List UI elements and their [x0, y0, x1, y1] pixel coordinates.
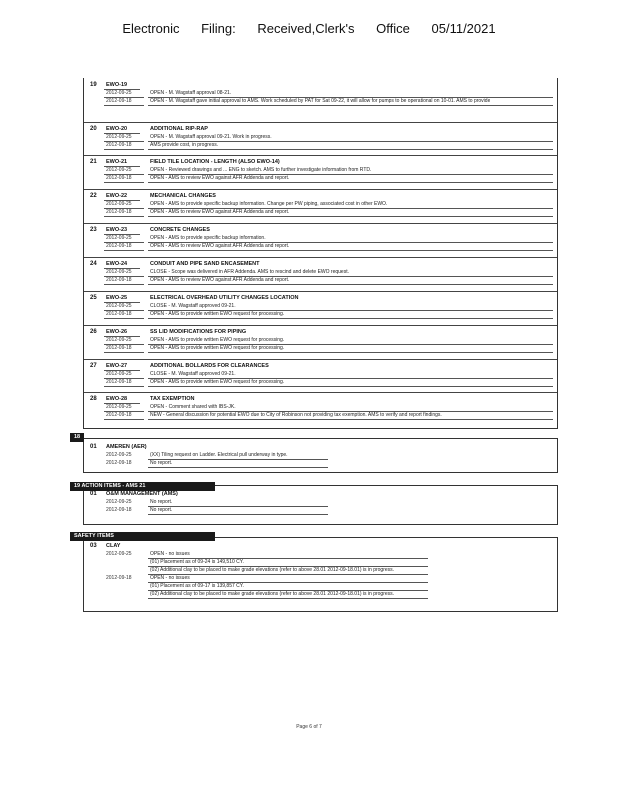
ewo-note: OPEN - M. Wagstaff gave initial approval to AMS. Work scheduled by PAT for Sat 09-22, it will allow for pumps to be operational on 10-01. AMS to provide [150, 98, 491, 104]
ewo-title: SS LID MODIFICATIONS FOR PIPING [150, 329, 247, 335]
section-note: OPEN - no issues [150, 551, 190, 557]
ewo-date: 2012-09-25 [106, 269, 132, 275]
ewo-number: 19 [90, 82, 97, 88]
ewo-date: 2012-09-25 [106, 134, 132, 140]
ewo-date: 2012-09-25 [106, 167, 132, 173]
ewo-date: 2012-09-18 [106, 412, 132, 418]
ewo-code: EWO-19 [106, 82, 128, 88]
ewo-note: OPEN - M. Wagstaff approval 09-21. Work in progress. [150, 134, 272, 140]
ewo-date: 2012-09-18 [106, 209, 132, 215]
ewo-note: OPEN - Reviewed drawings and ... ENG to sketch. AMS to further investigate information from RTD. [150, 167, 372, 173]
row-separator [84, 325, 557, 326]
ewo-title: ELECTRICAL OVERHEAD UTILITY CHANGES LOCATION [150, 295, 299, 301]
ewo-code: EWO-27 [106, 363, 128, 369]
section-note: No report. [150, 460, 173, 466]
ewo-row [84, 293, 557, 325]
section-number: 03 [90, 543, 97, 549]
date-underline [104, 284, 144, 285]
ewo-note: OPEN - AMS to review EWO against AFR Addenda and report. [150, 209, 290, 215]
ewo-date: 2012-09-25 [106, 303, 132, 309]
date-underline [104, 105, 144, 106]
note-underline [148, 318, 553, 319]
ewo-title: ADDITIONAL RIP-RAP [150, 126, 208, 132]
stamp-text: Received,Clerk's [257, 21, 355, 36]
row-separator [84, 155, 557, 156]
ewo-note: CLOSE - Scope was delivered in AFR Addenda. AMS to rescind and delete EWO request. [150, 269, 349, 275]
ewo-note: OPEN - Comment shared with IBS-JK. [150, 404, 236, 410]
section-note: (02) Additional clay to be placed to make grade elevations (refer to above 28.01 2012-09-18.01) is in progress. [150, 567, 395, 573]
row-separator [84, 257, 557, 258]
ewo-date: 2012-09-18 [106, 98, 132, 104]
ewo-title: FIELD TILE LOCATION - LENGTH (ALSO EWO-14) [150, 159, 280, 165]
row-separator [84, 122, 557, 123]
note-underline [148, 598, 428, 599]
ewo-title: ADDITIONAL BOLLARDS FOR CLEARANCES [150, 363, 269, 369]
note-underline [148, 506, 328, 507]
ewo-number: 27 [90, 363, 97, 369]
ewo-note: OPEN - AMS to provide written EWO request for processing. [150, 311, 285, 317]
section-header-band: 18 [70, 433, 84, 442]
section-title: O&M MANAGEMENT (AMS) [106, 491, 178, 497]
date-underline [104, 182, 144, 183]
section-title: CLAY [106, 543, 121, 549]
date-underline [104, 216, 144, 217]
note-underline [148, 514, 328, 515]
section-date: 2012-09-25 [106, 551, 132, 557]
row-separator [84, 223, 557, 224]
row-separator [84, 359, 557, 360]
ewo-code: EWO-25 [106, 295, 128, 301]
ewo-number: 28 [90, 396, 97, 402]
note-underline [148, 574, 428, 575]
ewo-row [84, 394, 557, 426]
section-title: AMEREN (AER) [106, 444, 147, 450]
ewo-note: OPEN - AMS to provide written EWO request for processing. [150, 379, 285, 385]
ewo-code: EWO-20 [106, 126, 128, 132]
ewo-row [84, 191, 557, 223]
om-management-section [83, 485, 558, 525]
section-note: No report. [150, 499, 173, 505]
section-note: OPEN - no issues [150, 575, 190, 581]
ewo-note: OPEN - AMS to provide specific backup information. Change per PW piping, associated cost in other EWO. [150, 201, 388, 207]
ewo-date: 2012-09-18 [106, 311, 132, 317]
ewo-note: CLOSE - M. Wagstaff approved 09-21. [150, 371, 236, 377]
ameren-section [83, 438, 558, 473]
ewo-date: 2012-09-25 [106, 90, 132, 96]
note-underline [148, 149, 553, 150]
ewo-date: 2012-09-18 [106, 142, 132, 148]
ewo-row [84, 327, 557, 359]
stamp-date: 05/11/2021 [431, 21, 496, 36]
ewo-date: 2012-09-25 [106, 337, 132, 343]
ewo-row [84, 80, 557, 112]
section-date: 2012-09-18 [106, 575, 132, 581]
ewo-row [84, 361, 557, 393]
ewo-note: OPEN - AMS to review EWO against AFR Addenda and report. [150, 277, 290, 283]
note-underline [148, 284, 553, 285]
ewo-date: 2012-09-25 [106, 235, 132, 241]
ewo-number: 23 [90, 227, 97, 233]
ewo-row [84, 225, 557, 257]
ewo-note: NEW - General discussion for potential EWO due to City of Robinson not providing tax exemption. AMS to verify and report findings. [150, 412, 442, 418]
ewo-table [83, 78, 558, 429]
date-underline [104, 149, 144, 150]
section-note: No report. [150, 507, 173, 513]
row-separator [84, 189, 557, 190]
note-underline [148, 250, 553, 251]
note-underline [148, 419, 553, 420]
note-underline [148, 459, 328, 460]
ewo-code: EWO-23 [106, 227, 128, 233]
row-separator [84, 291, 557, 292]
ewo-date: 2012-09-18 [106, 175, 132, 181]
note-underline [148, 182, 553, 183]
ewo-number: 20 [90, 126, 97, 132]
ewo-date: 2012-09-25 [106, 201, 132, 207]
section-note: (01) Placement as of 09-17 is 139,857 CY. [150, 583, 244, 589]
ewo-title: MECHANICAL CHANGES [150, 193, 216, 199]
ewo-date: 2012-09-18 [106, 379, 132, 385]
ewo-date: 2012-09-18 [106, 277, 132, 283]
note-underline [148, 386, 553, 387]
date-underline [104, 352, 144, 353]
section-header-band: 19 ACTION ITEMS - AMS 21 [70, 482, 215, 491]
ewo-number: 26 [90, 329, 97, 335]
ewo-title: CONCRETE CHANGES [150, 227, 210, 233]
ewo-date: 2012-09-18 [106, 243, 132, 249]
ewo-note: OPEN - M. Wagstaff approval 08-21. [150, 90, 232, 96]
ewo-title: CONDUIT AND PIPE SAND ENCASEMENT [150, 261, 260, 267]
ewo-code: EWO-28 [106, 396, 128, 402]
ewo-note: OPEN - AMS to review EWO against AFR Addenda and report. [150, 175, 290, 181]
ewo-code: EWO-26 [106, 329, 128, 335]
ewo-number: 24 [90, 261, 97, 267]
ewo-title: TAX EXEMPTION [150, 396, 195, 402]
section-number: 01 [90, 491, 97, 497]
section-date: 2012-09-25 [106, 499, 132, 505]
ewo-code: EWO-24 [106, 261, 128, 267]
date-underline [104, 318, 144, 319]
note-underline [148, 216, 553, 217]
date-underline [104, 386, 144, 387]
note-underline [148, 467, 328, 468]
ewo-code: EWO-21 [106, 159, 128, 165]
date-underline [104, 419, 144, 420]
section-number: 01 [90, 444, 97, 450]
ewo-date: 2012-09-18 [106, 345, 132, 351]
ewo-note: OPEN - AMS to provide specific backup information. [150, 235, 266, 241]
date-underline [104, 250, 144, 251]
safety-items-section [83, 537, 558, 612]
ewo-row [84, 124, 557, 156]
section-header-band: SAFETY ITEMS [70, 532, 215, 541]
electronic-filing-stamp [0, 21, 618, 36]
section-date: 2012-09-18 [106, 507, 132, 513]
section-note: (02) Additional clay to be placed to make grade elevations (refer to above 28.01 2012-09-18.01) is in progress. [150, 591, 395, 597]
section-date: 2012-09-25 [106, 452, 132, 458]
note-underline [148, 352, 553, 353]
ewo-note: OPEN - AMS to review EWO against AFR Addenda and report. [150, 243, 290, 249]
stamp-text: Office [376, 21, 410, 36]
note-underline [148, 105, 553, 106]
ewo-number: 25 [90, 295, 97, 301]
ewo-date: 2012-09-25 [106, 404, 132, 410]
ewo-note: AMS provide cost, in progress. [150, 142, 219, 148]
ewo-note: OPEN - AMS to provide written EWO request for processing. [150, 345, 285, 351]
ewo-date: 2012-09-25 [106, 371, 132, 377]
ewo-note: CLOSE - M. Wagstaff approved 09-21. [150, 303, 236, 309]
section-note: (01) Placement as of 09-24 is 149,510 CY. [150, 559, 244, 565]
page-number: Page 6 of 7 [296, 724, 322, 730]
stamp-text: Filing: [201, 21, 236, 36]
ewo-number: 21 [90, 159, 97, 165]
row-separator [84, 392, 557, 393]
ewo-code: EWO-22 [106, 193, 128, 199]
ewo-number: 22 [90, 193, 97, 199]
stamp-text: Electronic [122, 21, 180, 36]
ewo-note: OPEN - AMS to provide written EWO request for processing. [150, 337, 285, 343]
ewo-row [84, 157, 557, 189]
ewo-row [84, 259, 557, 291]
section-note: (XX) Tiling request on Ladder. Electrical pull underway in type. [150, 452, 288, 458]
section-date: 2012-09-18 [106, 460, 132, 466]
